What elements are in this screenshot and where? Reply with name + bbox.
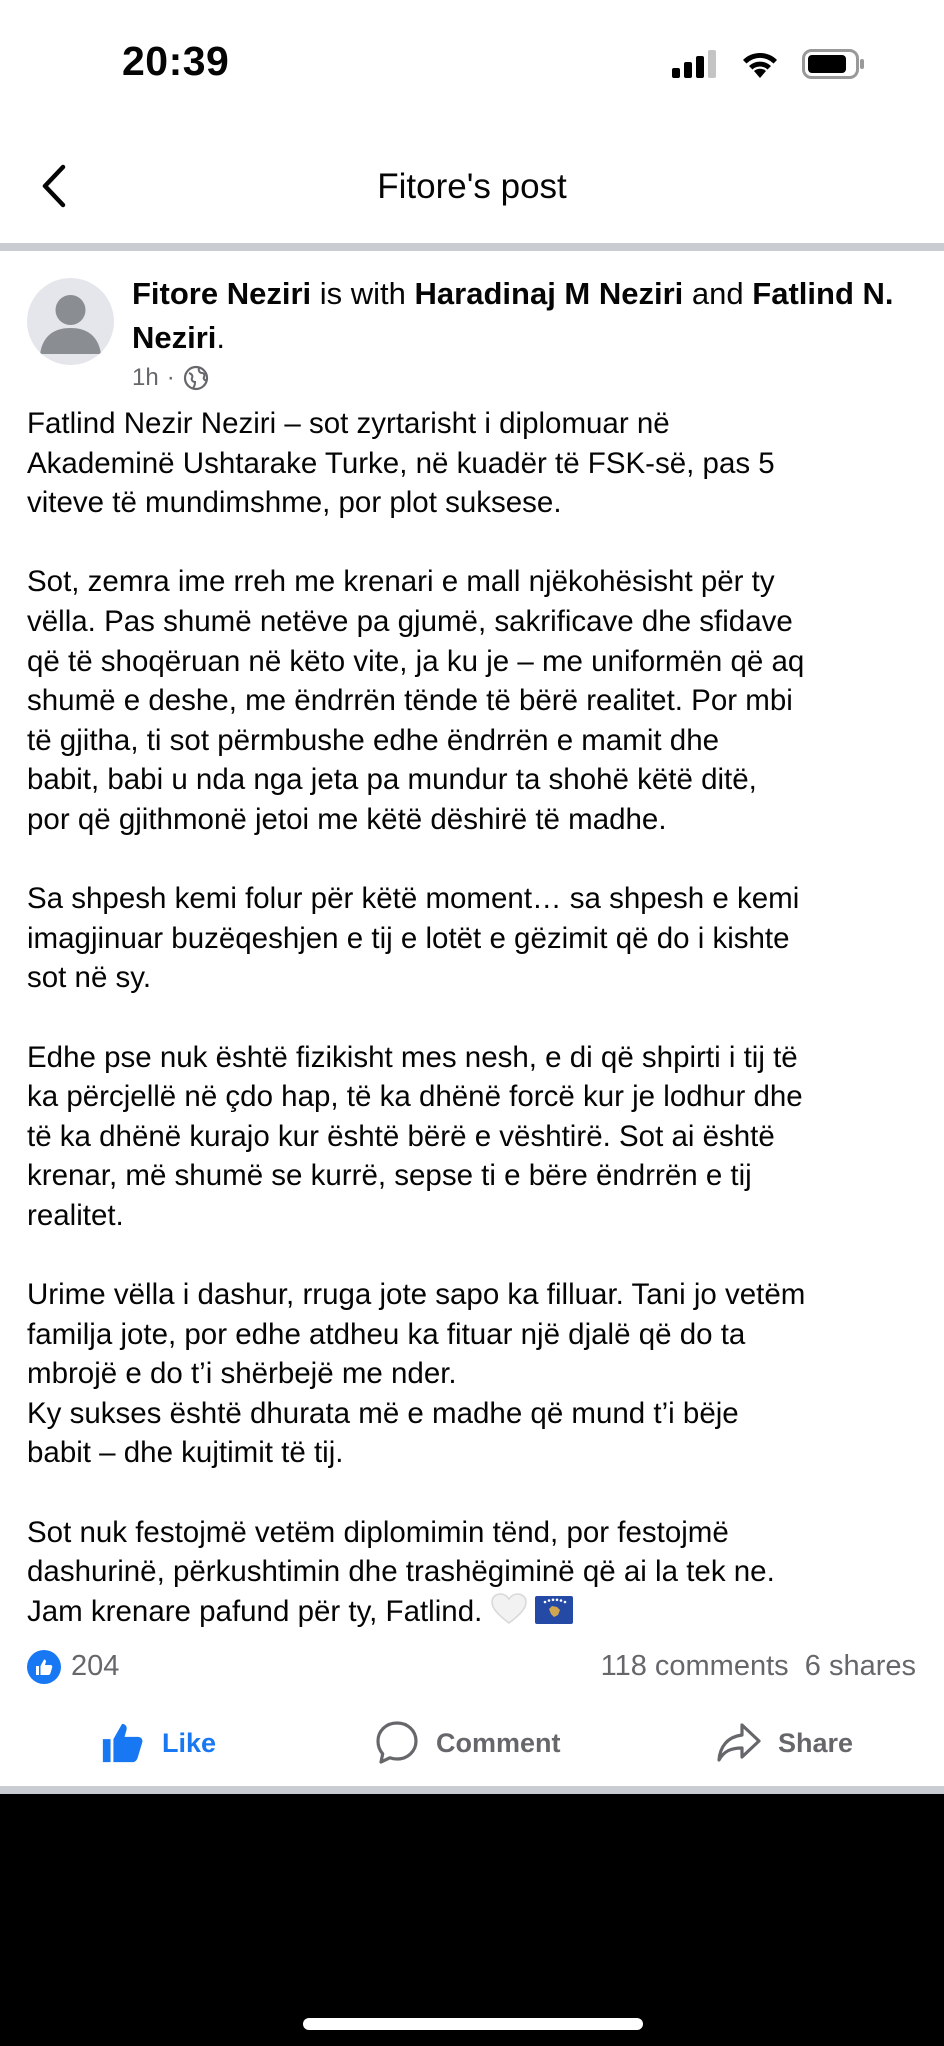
like-count[interactable]: 204 <box>71 1650 120 1682</box>
author-name[interactable]: Fitore Neziri <box>132 276 312 311</box>
post-paragraph: Urime vëlla i dashur, rruga jote sapo ka filluar. Tani jo vetëm familja jote, por edhe atdheu ka fituar një djalë që do ta mbrojë e do t’i shërbejë me nder. Ky sukses është dhurata më e madhe që mund t’i bëje babit – dhe kujtimit të tij. <box>27 1278 806 1470</box>
globe-icon[interactable] <box>183 365 209 391</box>
like-label: Like <box>162 1727 217 1758</box>
thumbs-up-icon <box>34 1657 54 1677</box>
header-divider <box>0 243 944 251</box>
share-button[interactable] <box>716 1720 853 1766</box>
with-text: is with <box>319 276 406 311</box>
post-paragraph: Fatlind Nezir Neziri – sot zyrtarisht i diplomuar në Akademinë Ushtarake Turke, në kuadër të FSK-së, pas 5 viteve të mundimshme, por plot suksese. <box>27 407 775 520</box>
like-button[interactable] <box>100 1720 216 1766</box>
post-paragraph: Sot, zemra ime rreh me krenari e mall njëkohësisht për ty vëlla. Pas shumë netëve pa gjumë, sakrificave dhe sfidave që të shoqëruan në këto vite, ja ku je – me uniformën që aq shumë e deshe, me ëndrrën tënde të bërë realitet. Por mbi të gjitha, ti sot përmbushe edhe ëndrrën e mamit dhe babit, babi u nda nga jeta pa mundur ta shohë këtë ditë, por që gjithmonë jetoi me këtë dëshirë të madhe. <box>27 565 805 836</box>
bottom-area <box>0 1794 944 2046</box>
share-label: Share <box>778 1727 854 1758</box>
white-heart-icon <box>491 1593 527 1625</box>
post-meta <box>132 364 209 392</box>
like-reaction-icon[interactable] <box>27 1650 61 1684</box>
post-body <box>27 404 927 1631</box>
post-time[interactable]: 1h <box>132 364 159 391</box>
meta-separator: · <box>166 364 175 391</box>
status-time: 20:39 <box>122 38 230 84</box>
default-profile-icon <box>27 278 114 365</box>
author-line <box>132 272 922 360</box>
reactions-stats <box>0 1644 944 1690</box>
and-text: and <box>691 276 744 311</box>
comment-label: Comment <box>436 1727 561 1758</box>
kosovo-flag-icon <box>535 1596 573 1624</box>
status-icons <box>672 46 866 82</box>
period-text: . <box>216 320 226 355</box>
status-bar <box>0 0 944 120</box>
comment-button[interactable] <box>374 1720 561 1766</box>
wifi-icon <box>740 49 780 79</box>
post-header <box>0 266 944 396</box>
post-actions <box>0 1712 944 1778</box>
post-paragraph-text: Sot nuk festojmë vetëm diplomimin tënd, por festojmë dashurinë, përkushtimin dhe trashëgiminë që ai la tek ne. Jam krenare pafund për ty, Fatlind. <box>27 1515 775 1628</box>
post-divider <box>0 1786 944 1794</box>
comments-count[interactable]: 118 comments <box>600 1650 789 1682</box>
cellular-signal-icon <box>672 50 718 78</box>
tagged-user-1[interactable]: Haradinaj M Neziri <box>414 276 684 311</box>
avatar[interactable] <box>27 278 114 365</box>
comment-icon <box>374 1720 420 1766</box>
home-indicator[interactable] <box>303 2018 643 2030</box>
post-paragraph-last <box>27 1513 927 1632</box>
shares-count[interactable]: 6 shares <box>804 1650 916 1682</box>
nav-bar <box>0 120 944 246</box>
page-title: Fitore's post <box>377 167 567 206</box>
post-paragraph: Edhe pse nuk është fizikisht mes nesh, e di që shpirti i tij të ka përcjellë në çdo hap, të ka dhënë forcë kur je lodhur dhe të ka dhënë kurajo kur është bërë e vështirë. Sot ai është krenar, më shumë se kurrë, sepse ti e bëre ëndrrën e tij realitet. <box>27 1040 803 1232</box>
battery-icon <box>802 49 866 79</box>
comments-shares <box>601 1650 916 1683</box>
tagged-user-2[interactable]: Fatlind N. Neziri <box>132 276 894 355</box>
post-paragraph: Sa shpesh kemi folur për këtë moment… sa shpesh e kemi imagjinuar buzëqeshjen e tij e lotët e gëzimit që do i kishte sot në sy. <box>27 882 800 995</box>
share-icon <box>716 1720 762 1766</box>
thumbs-up-icon <box>100 1720 146 1766</box>
